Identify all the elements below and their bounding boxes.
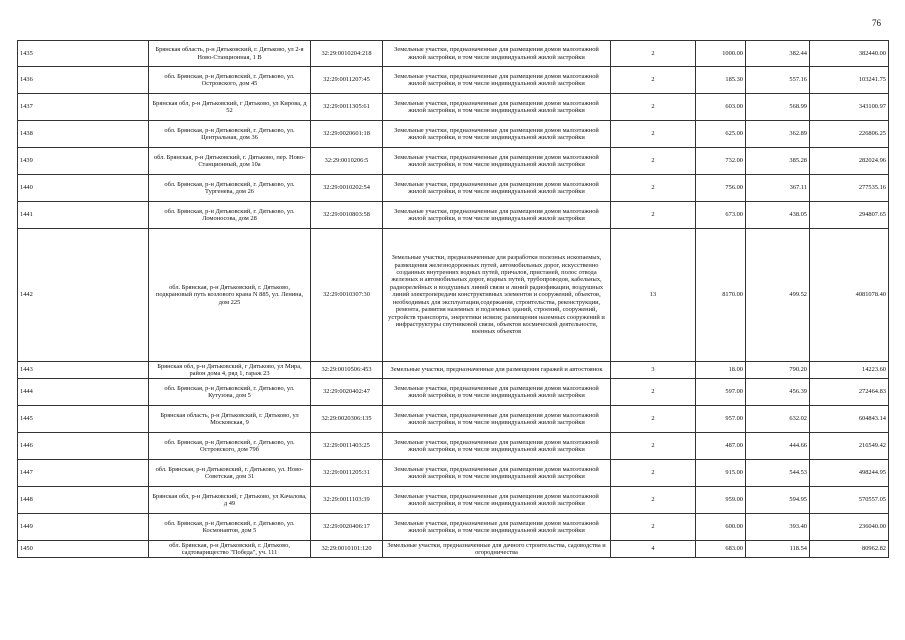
address-cell: обл. Брянская, р-н Дятьковский, г. Дятьково, ул. Центральная, дом 36 bbox=[149, 121, 311, 148]
table-row bbox=[18, 460, 889, 487]
specific-value-cell: 568.99 bbox=[746, 94, 810, 121]
cadastral-value-cell: 604843.14 bbox=[810, 406, 889, 433]
cadastral-value-cell: 277535.16 bbox=[810, 175, 889, 202]
table-row bbox=[18, 121, 889, 148]
cadastral-value-cell: 14223.60 bbox=[810, 362, 889, 379]
row-number: 1435 bbox=[18, 41, 149, 67]
row-number: 1443 bbox=[18, 362, 149, 379]
table-row bbox=[18, 362, 889, 379]
use-category-cell: 2 bbox=[611, 94, 696, 121]
area-cell: 756.00 bbox=[696, 175, 746, 202]
permitted-use-cell: Земельные участки, предназначенные для размещения домов малоэтажной жилой застройки, в том числе индивидуальной жилой застройки bbox=[383, 94, 611, 121]
use-category-cell: 2 bbox=[611, 121, 696, 148]
row-number: 1446 bbox=[18, 433, 149, 460]
cadastral-number-cell: 32:29:0020406:17 bbox=[311, 514, 383, 541]
row-number: 1439 bbox=[18, 148, 149, 175]
permitted-use-cell: Земельные участки, предназначенные для размещения домов малоэтажной жилой застройки, в том числе индивидуальной жилой застройки bbox=[383, 433, 611, 460]
specific-value-cell: 499.52 bbox=[746, 229, 810, 362]
cadastral-number-cell: 32:29:0020306:135 bbox=[311, 406, 383, 433]
address-cell: обл. Брянская, р-н Дятьковский, г. Дятьково, ул. Островского, дом 45 bbox=[149, 67, 311, 94]
permitted-use-cell: Земельные участки, предназначенные для размещения домов малоэтажной жилой застройки, в том числе индивидуальной жилой застройки bbox=[383, 148, 611, 175]
specific-value-cell: 367.11 bbox=[746, 175, 810, 202]
address-cell: обл. Брянская, р-н Дятьковский, г. Дятьково, садтоварищество "Победа", уч. 111 bbox=[149, 541, 311, 558]
use-category-cell: 3 bbox=[611, 362, 696, 379]
use-category-cell: 2 bbox=[611, 41, 696, 67]
cadastral-value-cell: 226806.25 bbox=[810, 121, 889, 148]
specific-value-cell: 438.05 bbox=[746, 202, 810, 229]
cadastral-value-table bbox=[17, 40, 889, 558]
specific-value-cell: 790.20 bbox=[746, 362, 810, 379]
table-row bbox=[18, 41, 889, 67]
address-cell: обл. Брянская, р-н Дятьковский, г. Дятьково, ул. Тургенева, дом 26 bbox=[149, 175, 311, 202]
use-category-cell: 2 bbox=[611, 175, 696, 202]
row-number: 1440 bbox=[18, 175, 149, 202]
permitted-use-cell: Земельные участки, предназначенные для размещения домов малоэтажной жилой застройки, в том числе индивидуальной жилой застройки bbox=[383, 202, 611, 229]
area-cell: 915.00 bbox=[696, 460, 746, 487]
permitted-use-cell: Земельные участки, предназначенные для размещения домов малоэтажной жилой застройки, в том числе индивидуальной жилой застройки bbox=[383, 41, 611, 67]
table-row bbox=[18, 406, 889, 433]
cadastral-number-cell: 32:29:0010206:5 bbox=[311, 148, 383, 175]
address-cell: обл. Брянская, р-н Дятьковский, г. Дятьково, ул. Ново-Советская, дом 31 bbox=[149, 460, 311, 487]
table-row bbox=[18, 94, 889, 121]
table-row bbox=[18, 229, 889, 362]
use-category-cell: 2 bbox=[611, 67, 696, 94]
cadastral-value-cell: 236040.00 bbox=[810, 514, 889, 541]
address-cell: Брянская обл, р-н Дятьковский, г Дятьково, ул Мира, район дома 4, ряд 1, гараж 23 bbox=[149, 362, 311, 379]
cadastral-value-cell: 216549.42 bbox=[810, 433, 889, 460]
row-number: 1444 bbox=[18, 379, 149, 406]
permitted-use-cell: Земельные участки, предназначенные для дачного строительства, садоводства и огородничества bbox=[383, 541, 611, 558]
table-row bbox=[18, 433, 889, 460]
use-category-cell: 2 bbox=[611, 514, 696, 541]
use-category-cell: 2 bbox=[611, 148, 696, 175]
specific-value-cell: 444.66 bbox=[746, 433, 810, 460]
table-row bbox=[18, 175, 889, 202]
table-row bbox=[18, 487, 889, 514]
address-cell: обл. Брянская, р-н Дятьковский, г. Дятьково, ул. Островского, дом 79б bbox=[149, 433, 311, 460]
row-number: 1442 bbox=[18, 229, 149, 362]
cadastral-number-cell: 32:29:0010506:453 bbox=[311, 362, 383, 379]
permitted-use-cell: Земельные участки, предназначенные для размещения домов малоэтажной жилой застройки, в том числе индивидуальной жилой застройки bbox=[383, 175, 611, 202]
cadastral-value-cell: 294807.65 bbox=[810, 202, 889, 229]
permitted-use-cell: Земельные участки, предназначенные для размещения домов малоэтажной жилой застройки, в том числе индивидуальной жилой застройки bbox=[383, 121, 611, 148]
specific-value-cell: 632.02 bbox=[746, 406, 810, 433]
cadastral-number-cell: 32:29:0020601:18 bbox=[311, 121, 383, 148]
area-cell: 600.00 bbox=[696, 514, 746, 541]
address-cell: Брянская обл, р-н Дятьковский, г Дятьково, ул Качалова, д 49 bbox=[149, 487, 311, 514]
permitted-use-cell: Земельные участки, предназначенные для размещения домов малоэтажной жилой застройки, в том числе индивидуальной жилой застройки bbox=[383, 460, 611, 487]
permitted-use-cell: Земельные участки, предназначенные для размещения домов малоэтажной жилой застройки, в том числе индивидуальной жилой застройки bbox=[383, 406, 611, 433]
address-cell: Брянская обл, р-н Дятьковский, г Дятьково, ул Кирова, д 52 bbox=[149, 94, 311, 121]
table-row bbox=[18, 379, 889, 406]
address-cell: Брянская область, р-н Дятьковский, г. Дятьково, ул 2-я Ново-Станционная, 1 В bbox=[149, 41, 311, 67]
specific-value-cell: 557.16 bbox=[746, 67, 810, 94]
address-cell: Брянская область, р-н Дятьковский, г. Дятьково, ул Московская, 9 bbox=[149, 406, 311, 433]
table-row bbox=[18, 202, 889, 229]
use-category-cell: 2 bbox=[611, 379, 696, 406]
use-category-cell: 2 bbox=[611, 487, 696, 514]
area-cell: 18.00 bbox=[696, 362, 746, 379]
table-row bbox=[18, 514, 889, 541]
cadastral-number-cell: 32:29:0011305:61 bbox=[311, 94, 383, 121]
cadastral-value-cell: 272464.83 bbox=[810, 379, 889, 406]
area-cell: 597.00 bbox=[696, 379, 746, 406]
area-cell: 957.00 bbox=[696, 406, 746, 433]
cadastral-value-cell: 4081078.40 bbox=[810, 229, 889, 362]
permitted-use-cell: Земельные участки, предназначенные для размещения домов малоэтажной жилой застройки, в том числе индивидуальной жилой застройки bbox=[383, 487, 611, 514]
cadastral-value-cell: 570557.05 bbox=[810, 487, 889, 514]
use-category-cell: 13 bbox=[611, 229, 696, 362]
cadastral-value-cell: 282024.96 bbox=[810, 148, 889, 175]
specific-value-cell: 382.44 bbox=[746, 41, 810, 67]
table-row bbox=[18, 67, 889, 94]
specific-value-cell: 362.89 bbox=[746, 121, 810, 148]
row-number: 1445 bbox=[18, 406, 149, 433]
page-number: 76 bbox=[872, 18, 881, 28]
cadastral-value-cell: 103241.75 bbox=[810, 67, 889, 94]
cadastral-number-cell: 32:29:0010202:54 bbox=[311, 175, 383, 202]
table-row bbox=[18, 148, 889, 175]
area-cell: 959.00 bbox=[696, 487, 746, 514]
row-number: 1447 bbox=[18, 460, 149, 487]
area-cell: 185.30 bbox=[696, 67, 746, 94]
specific-value-cell: 118.54 bbox=[746, 541, 810, 558]
area-cell: 683.00 bbox=[696, 541, 746, 558]
cadastral-number-cell: 32:29:0020402:47 bbox=[311, 379, 383, 406]
specific-value-cell: 544.53 bbox=[746, 460, 810, 487]
specific-value-cell: 456.39 bbox=[746, 379, 810, 406]
permitted-use-cell: Земельные участки, предназначенные для размещения домов малоэтажной жилой застройки, в том числе индивидуальной жилой застройки bbox=[383, 67, 611, 94]
cadastral-number-cell: 32:29:0010307:30 bbox=[311, 229, 383, 362]
permitted-use-cell: Земельные участки, предназначенные для размещения домов малоэтажной жилой застройки, в том числе индивидуальной жилой застройки bbox=[383, 514, 611, 541]
use-category-cell: 2 bbox=[611, 460, 696, 487]
area-cell: 673.00 bbox=[696, 202, 746, 229]
use-category-cell: 2 bbox=[611, 433, 696, 460]
permitted-use-cell: Земельные участки, предназначенные для размещения домов малоэтажной жилой застройки, в том числе индивидуальной жилой застройки bbox=[383, 379, 611, 406]
cadastral-value-cell: 80962.82 bbox=[810, 541, 889, 558]
cadastral-number-cell: 32:29:0011103:39 bbox=[311, 487, 383, 514]
permitted-use-cell: Земельные участки, предназначенные для размещения гаражей и автостоянок bbox=[383, 362, 611, 379]
specific-value-cell: 594.95 bbox=[746, 487, 810, 514]
cadastral-number-cell: 32:29:0011207:45 bbox=[311, 67, 383, 94]
permitted-use-cell: Земельные участки, предназначенные для разработки полезных ископаемых, размещения железнодорожных путей, автомобильных дорог, искусственно созданных внутренних водных путей, причалов, пристаней, полос отвода железных и автомобильных дорог, водных путей, трубопроводов, кабельных, радиорелейных и воздушных линий связи и линий радиофикации, воздушных линий электропередачи конструктивных элементов и сооружений, объектов, необходимых для эксплуатации,содержания, строительства, реконструкции, ремонта, развития наземных и подземных зданий, строений, сооружений, устройств транспорта, энергетики исвязи; размещения наземных сооружений и инфраструктуры спутниковой связи, объектов космической деятельности, военных объектов bbox=[383, 229, 611, 362]
cadastral-value-cell: 343100.97 bbox=[810, 94, 889, 121]
specific-value-cell: 393.40 bbox=[746, 514, 810, 541]
address-cell: обл. Брянская, р-н Дятьковский, г. Дятьково, ул. Кутузова, дом 5 bbox=[149, 379, 311, 406]
area-cell: 625.00 bbox=[696, 121, 746, 148]
cadastral-number-cell: 32:29:0011403:25 bbox=[311, 433, 383, 460]
use-category-cell: 2 bbox=[611, 202, 696, 229]
address-cell: обл. Брянская, р-н Дятьковский, г. Дятьково, пер. Ново-Станционный, дом 10а bbox=[149, 148, 311, 175]
row-number: 1438 bbox=[18, 121, 149, 148]
address-cell: обл. Брянская, р-н Дятьковский, г. Дятьково, ул. Космонавтов, дом 5 bbox=[149, 514, 311, 541]
specific-value-cell: 385.28 bbox=[746, 148, 810, 175]
area-cell: 8170.00 bbox=[696, 229, 746, 362]
address-cell: обл. Брянская, р-н Дятьковский, г. Дятьково, подкрановый путь козлового крана N 885, ул. Ленина, дом 225 bbox=[149, 229, 311, 362]
area-cell: 732.00 bbox=[696, 148, 746, 175]
cadastral-value-cell: 382440.00 bbox=[810, 41, 889, 67]
cadastral-number-cell: 32:29:0011205:31 bbox=[311, 460, 383, 487]
row-number: 1436 bbox=[18, 67, 149, 94]
row-number: 1448 bbox=[18, 487, 149, 514]
row-number: 1449 bbox=[18, 514, 149, 541]
table-body bbox=[18, 41, 889, 558]
area-cell: 1000.00 bbox=[696, 41, 746, 67]
area-cell: 603.00 bbox=[696, 94, 746, 121]
cadastral-number-cell: 32:29:0010204:218 bbox=[311, 41, 383, 67]
row-number: 1450 bbox=[18, 541, 149, 558]
cadastral-value-cell: 498244.95 bbox=[810, 460, 889, 487]
table-row bbox=[18, 541, 889, 558]
use-category-cell: 4 bbox=[611, 541, 696, 558]
cadastral-number-cell: 32:29:0010101:120 bbox=[311, 541, 383, 558]
area-cell: 487.00 bbox=[696, 433, 746, 460]
row-number: 1441 bbox=[18, 202, 149, 229]
cadastral-number-cell: 32:29:0010803:58 bbox=[311, 202, 383, 229]
use-category-cell: 2 bbox=[611, 406, 696, 433]
address-cell: обл. Брянская, р-н Дятьковский, г. Дятьково, ул. Ломоносова, дом 28 bbox=[149, 202, 311, 229]
row-number: 1437 bbox=[18, 94, 149, 121]
